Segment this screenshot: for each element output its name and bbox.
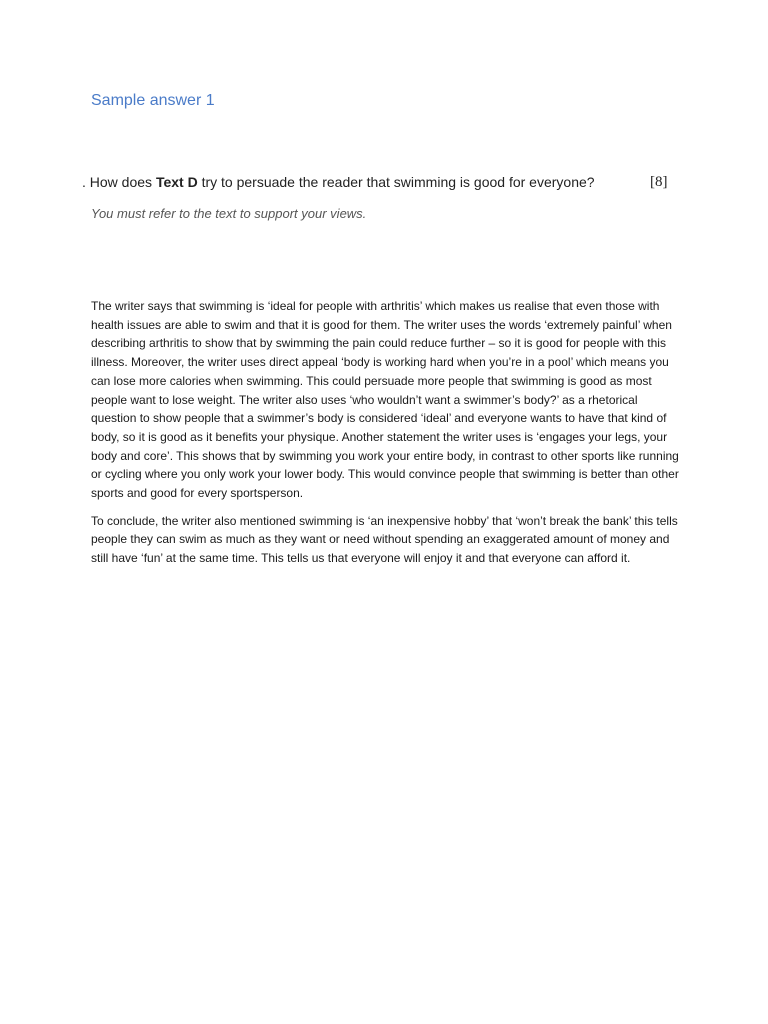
answer-paragraph: The writer says that swimming is ‘ideal for people with arthritis’ which makes us realise that even those with health issues are able to swim and that it is good for them. The writer uses the words ‘extremely painful’ when describing arthritis to show that by swimming the pain could reduce further – so it is good for people with this illness. Moreover, the writer uses direct appeal ‘body is working hard when you’re in a pool’ which means you can lose more calories when swimming. This could persuade more people that swimming is good as most people want to lose weight. The writer also uses ‘who wouldn’t want a swimmer’s body?’ as a rhetorical question to show people that a swimmer’s body is considered ‘ideal’ and everyone wants to have that kind of body, so it is good as it benefits your physique. Another statement the writer uses is ‘engages your legs, your body and core’. This shows that by swimming you work your entire body, in contrast to other sports like running or cycling where you only work your lower body. This would convince people that swimming is better than other sports and good for every sportsperson. <box>91 299 679 501</box>
question-prefix: . How does <box>82 174 156 190</box>
question <box>82 174 672 190</box>
question-marks: [8] <box>650 174 668 190</box>
question-text-ref: Text D <box>155 174 198 190</box>
answer-paragraph: To conclude, the writer also mentioned swimming is ‘an inexpensive hobby’ that ‘won’t break the bank’ this tells people they can swim as much as they want or need without spending an exaggerated amount of money and still have ‘fun’ at the same time. This tells us that everyone will enjoy it and that everyone can afford it. <box>91 513 678 566</box>
question-suffix: try to persuade the reader that swimming is good for everyone? <box>197 174 595 190</box>
answer-body <box>91 297 679 577</box>
question-text <box>82 174 595 190</box>
sample-answer-heading: Sample answer 1 <box>91 92 215 109</box>
question-instruction: You must refer to the text to support your views. <box>91 206 367 221</box>
